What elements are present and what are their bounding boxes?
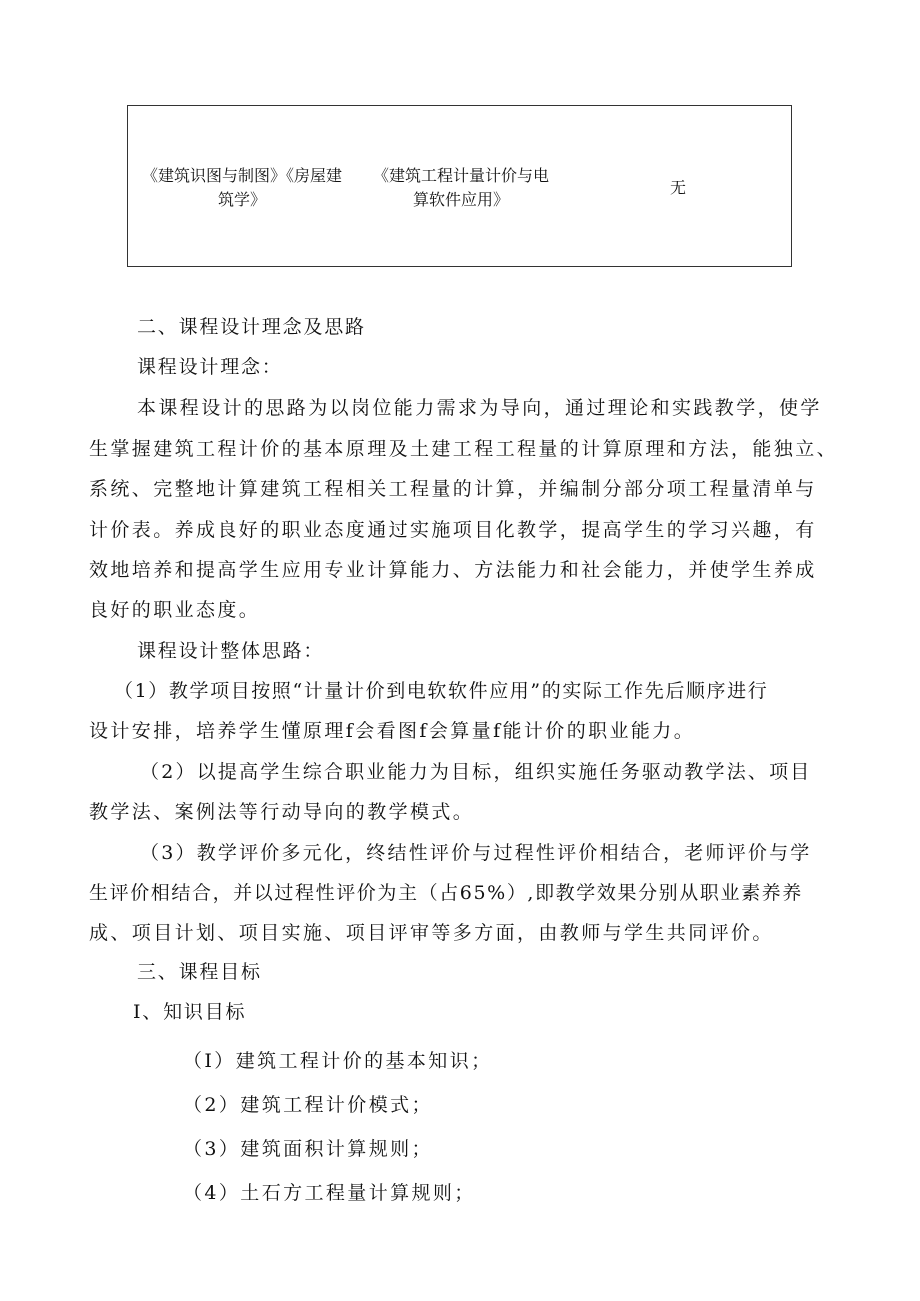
point-2-line: 教学法、案例法等行动导向的教学模式。: [89, 801, 475, 823]
point-3-line: 生评价相结合，并以过程性评价为主（占65%）,即教学效果分别从职业素养养: [89, 882, 803, 904]
prerequisite-courses-cell: [131, 164, 353, 212]
point-1-line: 设计安排，培养学生懂原理f会看图f会算量f能计价的职业能力。: [89, 720, 696, 742]
point-2-line: （2）以提高学生综合职业能力为目标，组织实施任务驱动教学法、项目: [140, 761, 812, 783]
point-3-line: 成、项目计划、项目实施、项目评审等多方面，由教师与学生共同评价。: [89, 922, 774, 944]
follow-up-courses-cell: [366, 164, 556, 212]
concept-line: 良好的职业态度。: [89, 599, 261, 621]
concept-line: 系统、完整地计算建筑工程相关工程量的计算，并编制分部分项工程量清单与: [89, 478, 817, 500]
course-relation-table: [127, 105, 792, 267]
knowledge-goals-label: I、知识目标: [133, 1001, 247, 1023]
other-courses-cell: 无: [669, 178, 686, 197]
concept-label: 课程设计理念：: [137, 356, 283, 378]
concept-line: 生掌握建筑工程计价的基本原理及土建工程工程量的计算原理和方法，能独立、: [89, 438, 839, 460]
point-1-line: （1）教学项目按照“计量计价到电软软件应用”的实际工作先后顺序进行: [114, 680, 769, 702]
concept-line: 效地培养和提高学生应用专业计算能力、方法能力和社会能力，并使学生养成: [89, 559, 817, 581]
concept-line: 本课程设计的思路为以岗位能力需求为导向，通过理论和实践教学，使学: [137, 397, 822, 419]
point-3-line: （3）教学评价多元化，终结性评价与过程性评价相结合，老师评价与学: [140, 842, 812, 864]
knowledge-goal-item: （I）建筑工程计价的基本知识；: [183, 1050, 493, 1072]
overall-label: 课程设计整体思路：: [137, 640, 325, 662]
prerequisite-courses-line: 《建筑识图与制图》《房屋建: [141, 166, 342, 185]
follow-up-courses-line: 《建筑工程计量计价与电: [372, 166, 549, 185]
knowledge-goal-item: （3）建筑面积计算规则；: [183, 1138, 433, 1160]
section-2-heading: 二、课程设计理念及思路: [137, 316, 366, 338]
knowledge-goal-item: （4）土石方工程量计算规则；: [183, 1182, 476, 1204]
prerequisite-courses-line: 筑学》: [217, 190, 266, 209]
concept-line: 计价表。养成良好的职业态度通过实施项目化教学，提高学生的学习兴趣，有: [89, 519, 817, 541]
section-3-heading: 三、课程目标: [137, 961, 262, 983]
follow-up-courses-line: 算软件应用》: [412, 190, 509, 209]
knowledge-goal-item: （2）建筑工程计价模式；: [183, 1094, 433, 1116]
